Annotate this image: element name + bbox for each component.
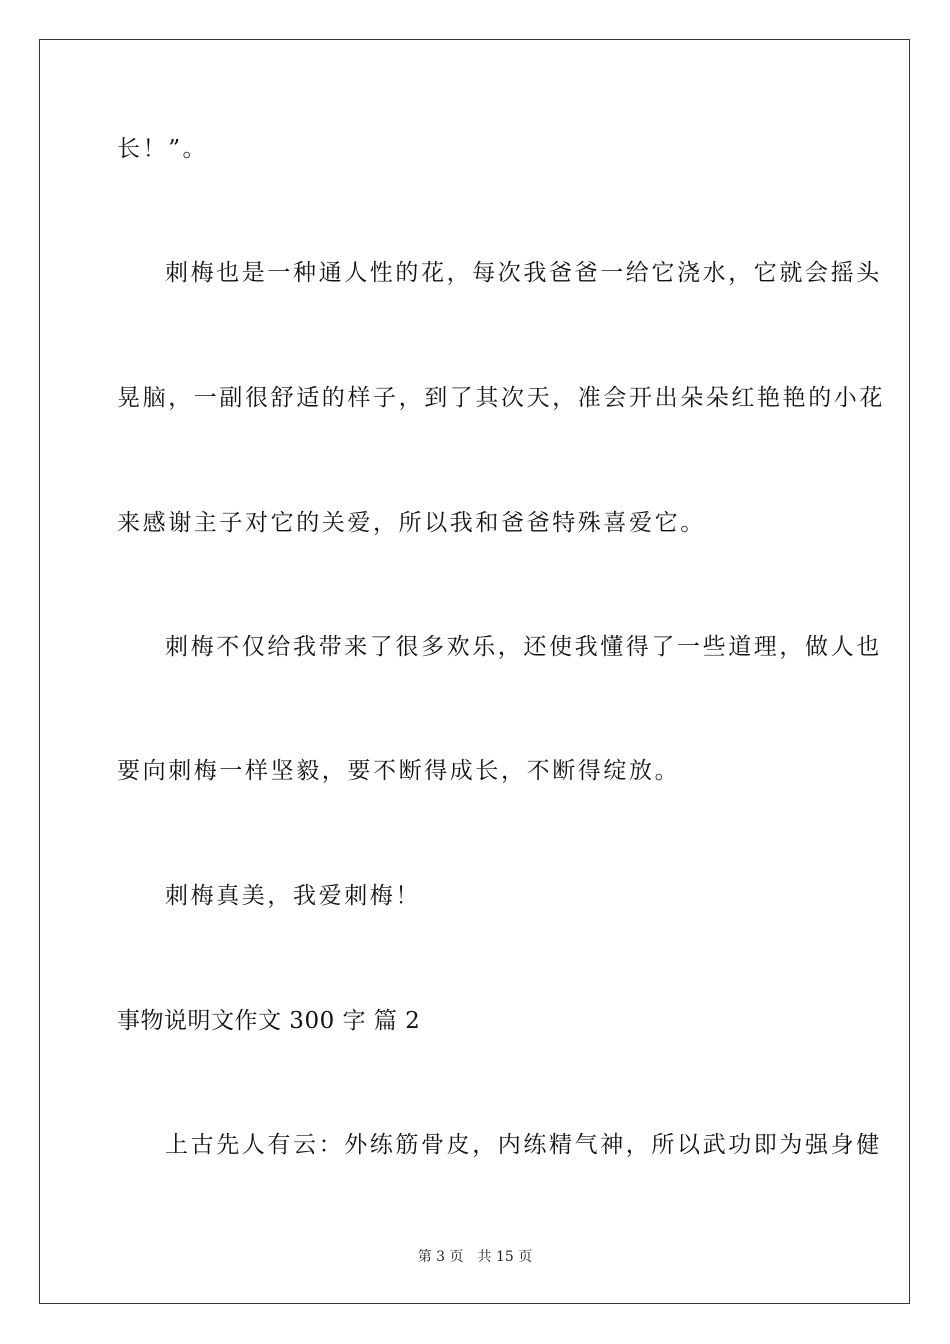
paragraph-line-6: 刺梅真美，我爱刺梅！	[165, 883, 421, 909]
paragraph-line-4: 刺梅不仅给我带来了很多欢乐，还使我懂得了一些道理，做人也	[165, 634, 882, 660]
paragraph-line-7: 上古先人有云：外练筋骨皮，内练精气神，所以武功即为强身健	[165, 1132, 882, 1158]
page-total: 共 15 页	[477, 1249, 533, 1265]
page-number: 第 3 页	[417, 1249, 464, 1265]
paragraph-line-2: 晃脑，一副很舒适的样子，到了其次天，准会开出朵朵红艳艳的小花	[117, 385, 885, 411]
text-line-1: 长！”。	[117, 136, 209, 162]
section-heading: 事物说明文作文 300 字 篇 2	[117, 1008, 421, 1034]
page-footer	[0, 1247, 950, 1267]
paragraph-line-5: 要向刺梅一样坚毅，要不断得成长，不断得绽放。	[117, 758, 681, 784]
page-frame	[39, 39, 910, 1304]
paragraph-line-3: 来感谢主子对它的关爱，所以我和爸爸特殊喜爱它。	[117, 510, 706, 536]
paragraph-line-1: 刺梅也是一种通人性的花，每次我爸爸一给它浇水，它就会摇头	[165, 260, 882, 286]
